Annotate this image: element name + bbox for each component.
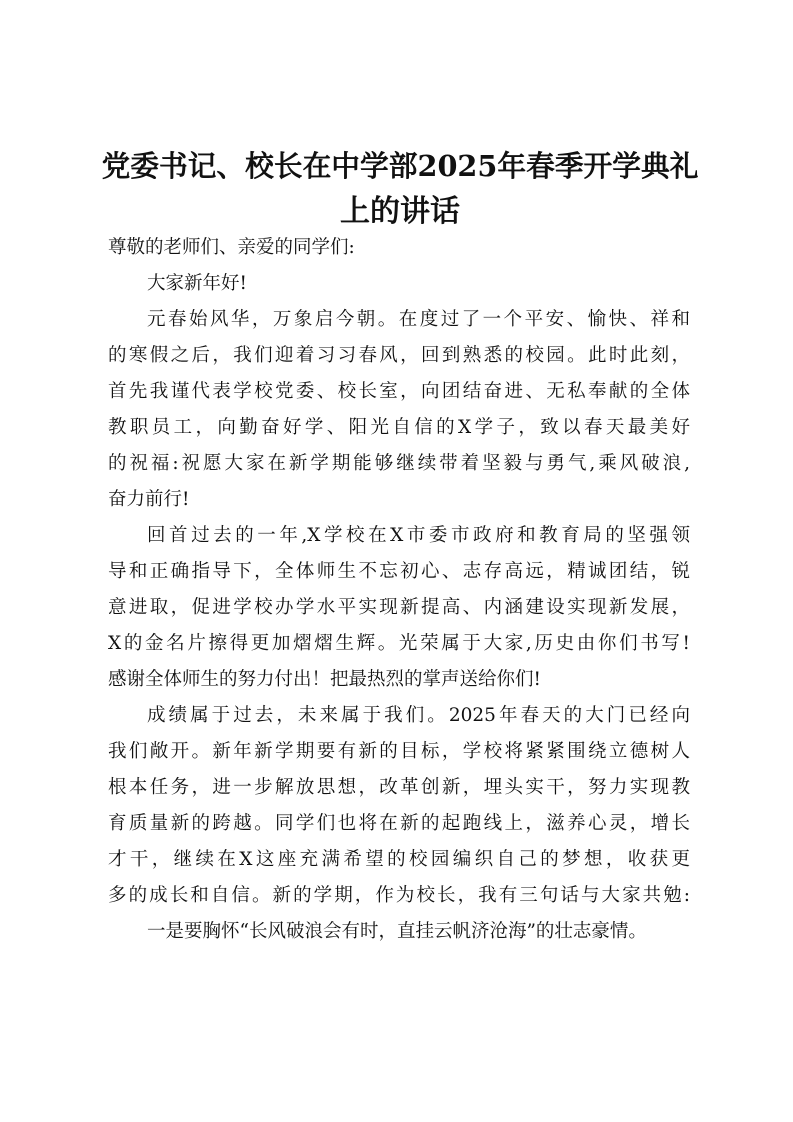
paragraph-line: 首先我谨代表学校党委、校长室，向团结奋进、无私奉献的全体 [108, 381, 690, 402]
paragraph-line: 一是要胸怀“长风破浪会有时，直挂云帆济沧海”的壮志豪情。 [147, 921, 647, 942]
paragraph-line: 成绩属于过去，未来属于我们。2025年春天的大门已经向 [147, 705, 690, 726]
paragraph-line: 才干，继续在X这座充满希望的校园编织自己的梦想，收获更 [108, 849, 690, 870]
salutation-text: 尊敬的老师们、亲爱的同学们: [108, 237, 355, 258]
paragraph [108, 698, 690, 914]
paragraph [108, 302, 690, 518]
document-body [108, 230, 690, 950]
paragraph-line: 的祝福:祝愿大家在新学期能够继续带着坚毅与勇气,乘风破浪, [108, 453, 690, 474]
greeting [108, 266, 690, 302]
paragraph-line: 元春始风华，万象启今朝。在度过了一个平安、愉快、祥和 [147, 309, 690, 330]
title-line: 党委书记、校长在中学部2025年春季开学典礼 [101, 149, 699, 183]
paragraph-line: 根本任务，进一步解放思想，改革创新，埋头实干，努力实现教 [108, 777, 690, 798]
paragraph-line: 奋力前行! [108, 489, 190, 510]
greeting-text: 大家新年好! [147, 273, 247, 294]
title-line: 上的讲话 [340, 194, 460, 229]
paragraph [108, 518, 690, 698]
paragraph-line: 回首过去的一年,X学校在X市委市政府和教育局的坚强领 [147, 525, 690, 546]
paragraph-line: 导和正确指导下，全体师生不忘初心、志存高远，精诚团结，锐 [108, 561, 690, 582]
paragraph-line: 多的成长和自信。新的学期，作为校长，我有三句话与大家共勉: [108, 885, 690, 906]
paragraph-line: 感谢全体师生的努力付出！把最热烈的掌声送给你们! [108, 669, 541, 690]
paragraph-line: 意进取，促进学校办学水平实现新提高、内涵建设实现新发展， [108, 597, 690, 618]
paragraph-line: X的金名片擦得更加熠熠生辉。光荣属于大家,历史由你们书写! [108, 633, 690, 654]
paragraph-line: 育质量新的跨越。同学们也将在新的起跑线上，滋养心灵，增长 [108, 813, 690, 834]
paragraph-line: 我们敞开。新年新学期要有新的目标，学校将紧紧围绕立德树人 [108, 741, 690, 762]
paragraph-line: 的寒假之后，我们迎着习习春风，回到熟悉的校园。此时此刻， [108, 345, 690, 366]
paragraph-line: 教职员工，向勤奋好学、阳光自信的X学子，致以春天最美好 [108, 417, 690, 438]
salutation [108, 230, 690, 266]
document-title [100, 143, 700, 235]
paragraph [108, 914, 690, 950]
